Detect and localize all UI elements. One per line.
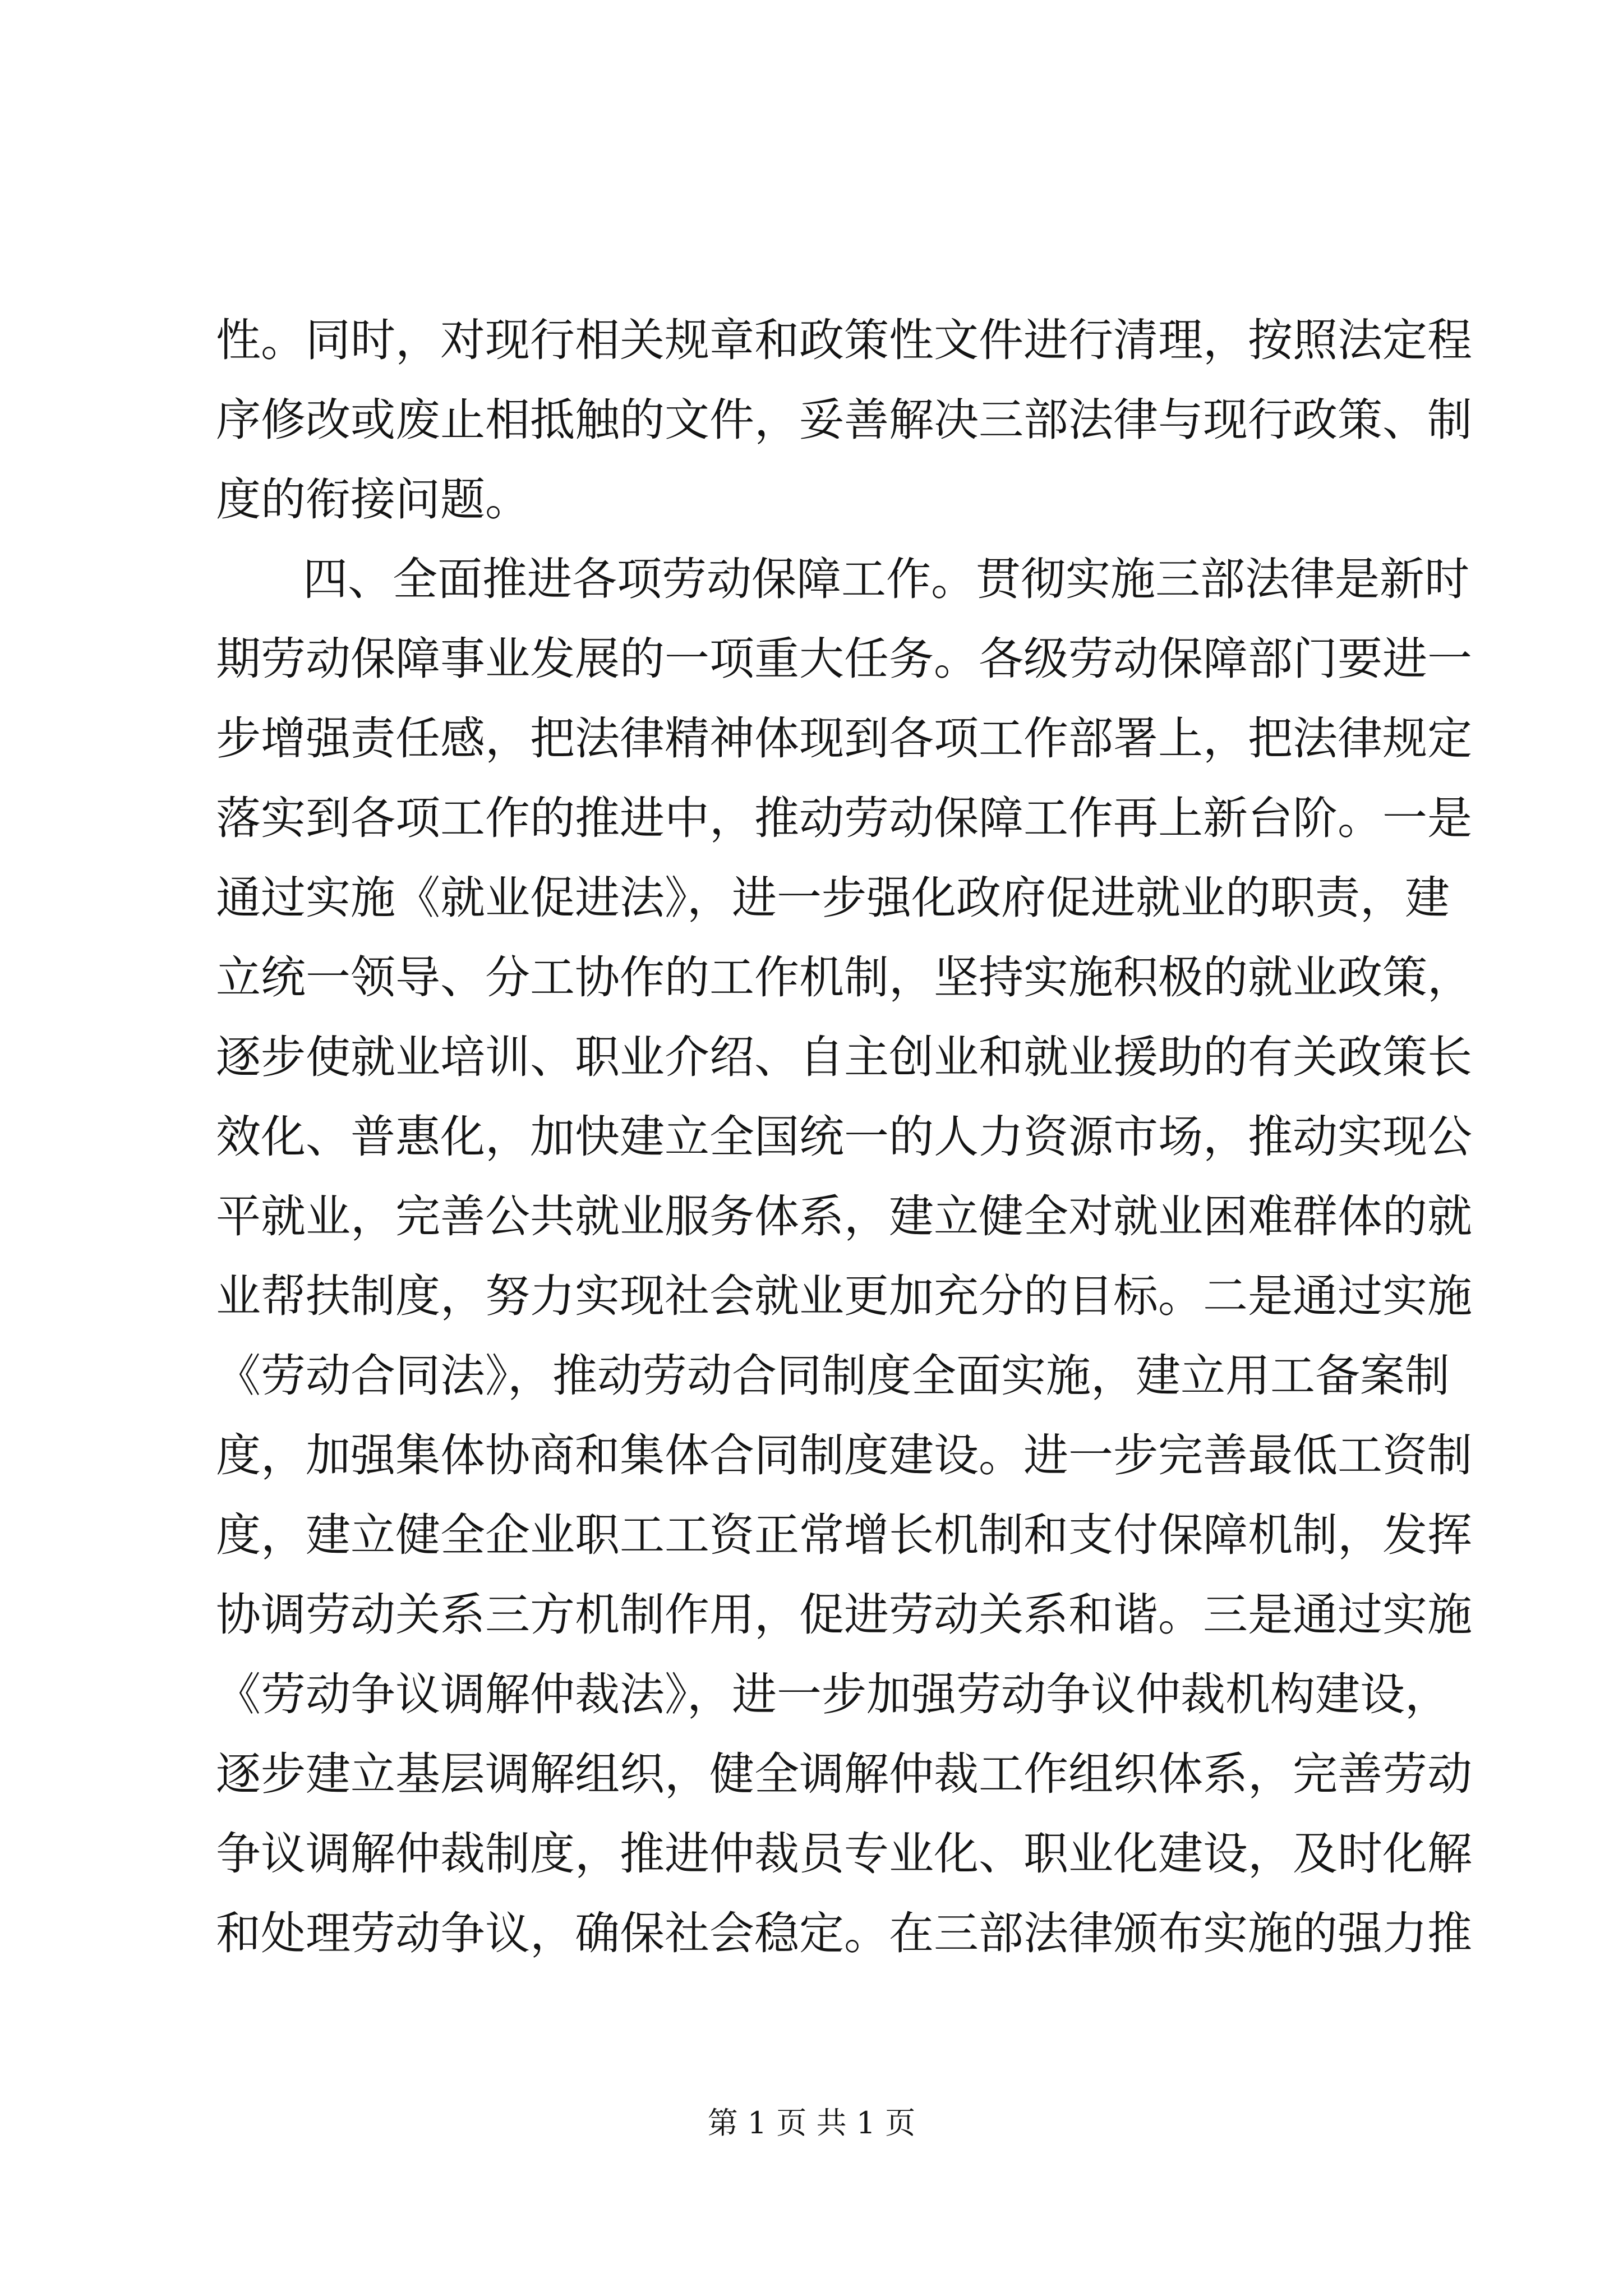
text-line: 《劳动合同法》，推动劳动合同制度全面实施，建立用工备案制: [216, 1350, 1450, 1402]
text-line: 协调劳动关系三方机制作用，促进劳动关系和谐。三是通过实施: [216, 1589, 1472, 1641]
text-line: 和处理劳动争议，确保社会稳定。在三部法律颁布实施的强力推: [216, 1907, 1472, 1959]
text-line: 度，加强集体协商和集体合同制度建设。进一步完善最低工资制: [216, 1429, 1472, 1481]
text-line: 度，建立健全企业职工工资正常增长机制和支付保障机制，发挥: [216, 1509, 1472, 1561]
text-line: 性。同时，对现行相关规章和政策性文件进行清理，按照法定程: [216, 314, 1472, 366]
text-line: 《劳动争议调解仲裁法》，进一步加强劳动争议仲裁机构建设，: [216, 1668, 1450, 1720]
text-line: 业帮扶制度，努力实现社会就业更加充分的目标。二是通过实施: [216, 1270, 1472, 1322]
text-line: 逐步使就业培训、职业介绍、自主创业和就业援助的有关政策长: [216, 1031, 1472, 1083]
text-line: 序修改或废止相抵触的文件，妥善解决三部法律与现行政策、制: [216, 394, 1472, 446]
text-line: 立统一领导、分工协作的工作机制，坚持实施积极的就业政策，: [216, 951, 1472, 1004]
text-line: 步增强责任感，把法律精神体现到各项工作部署上，把法律规定: [216, 712, 1472, 765]
text-line: 平就业，完善公共就业服务体系，建立健全对就业困难群体的就: [216, 1190, 1472, 1243]
text-line: 争议调解仲裁制度，推进仲裁员专业化、职业化建设，及时化解: [216, 1828, 1472, 1880]
text-line: 期劳动保障事业发展的一项重大任务。各级劳动保障部门要进一: [216, 633, 1472, 685]
text-line: 度的衔接问题。: [216, 473, 530, 526]
page-footer: 第 1 页 共 1 页: [707, 2105, 916, 2141]
text-line: 效化、普惠化，加快建立全国统一的人力资源市场，推动实现公: [216, 1111, 1472, 1163]
text-line: 落实到各项工作的推进中，推动劳动保障工作再上新台阶。一是: [216, 792, 1472, 844]
text-line: 通过实施《就业促进法》，进一步强化政府促进就业的职责，建: [216, 872, 1450, 924]
paragraph-first-line: 四、全面推进各项劳动保障工作。贯彻实施三部法律是新时: [303, 553, 1469, 605]
text-line: 逐步建立基层调解组织，健全调解仲裁工作组织体系，完善劳动: [216, 1748, 1472, 1800]
document-body: [216, 301, 1472, 1973]
